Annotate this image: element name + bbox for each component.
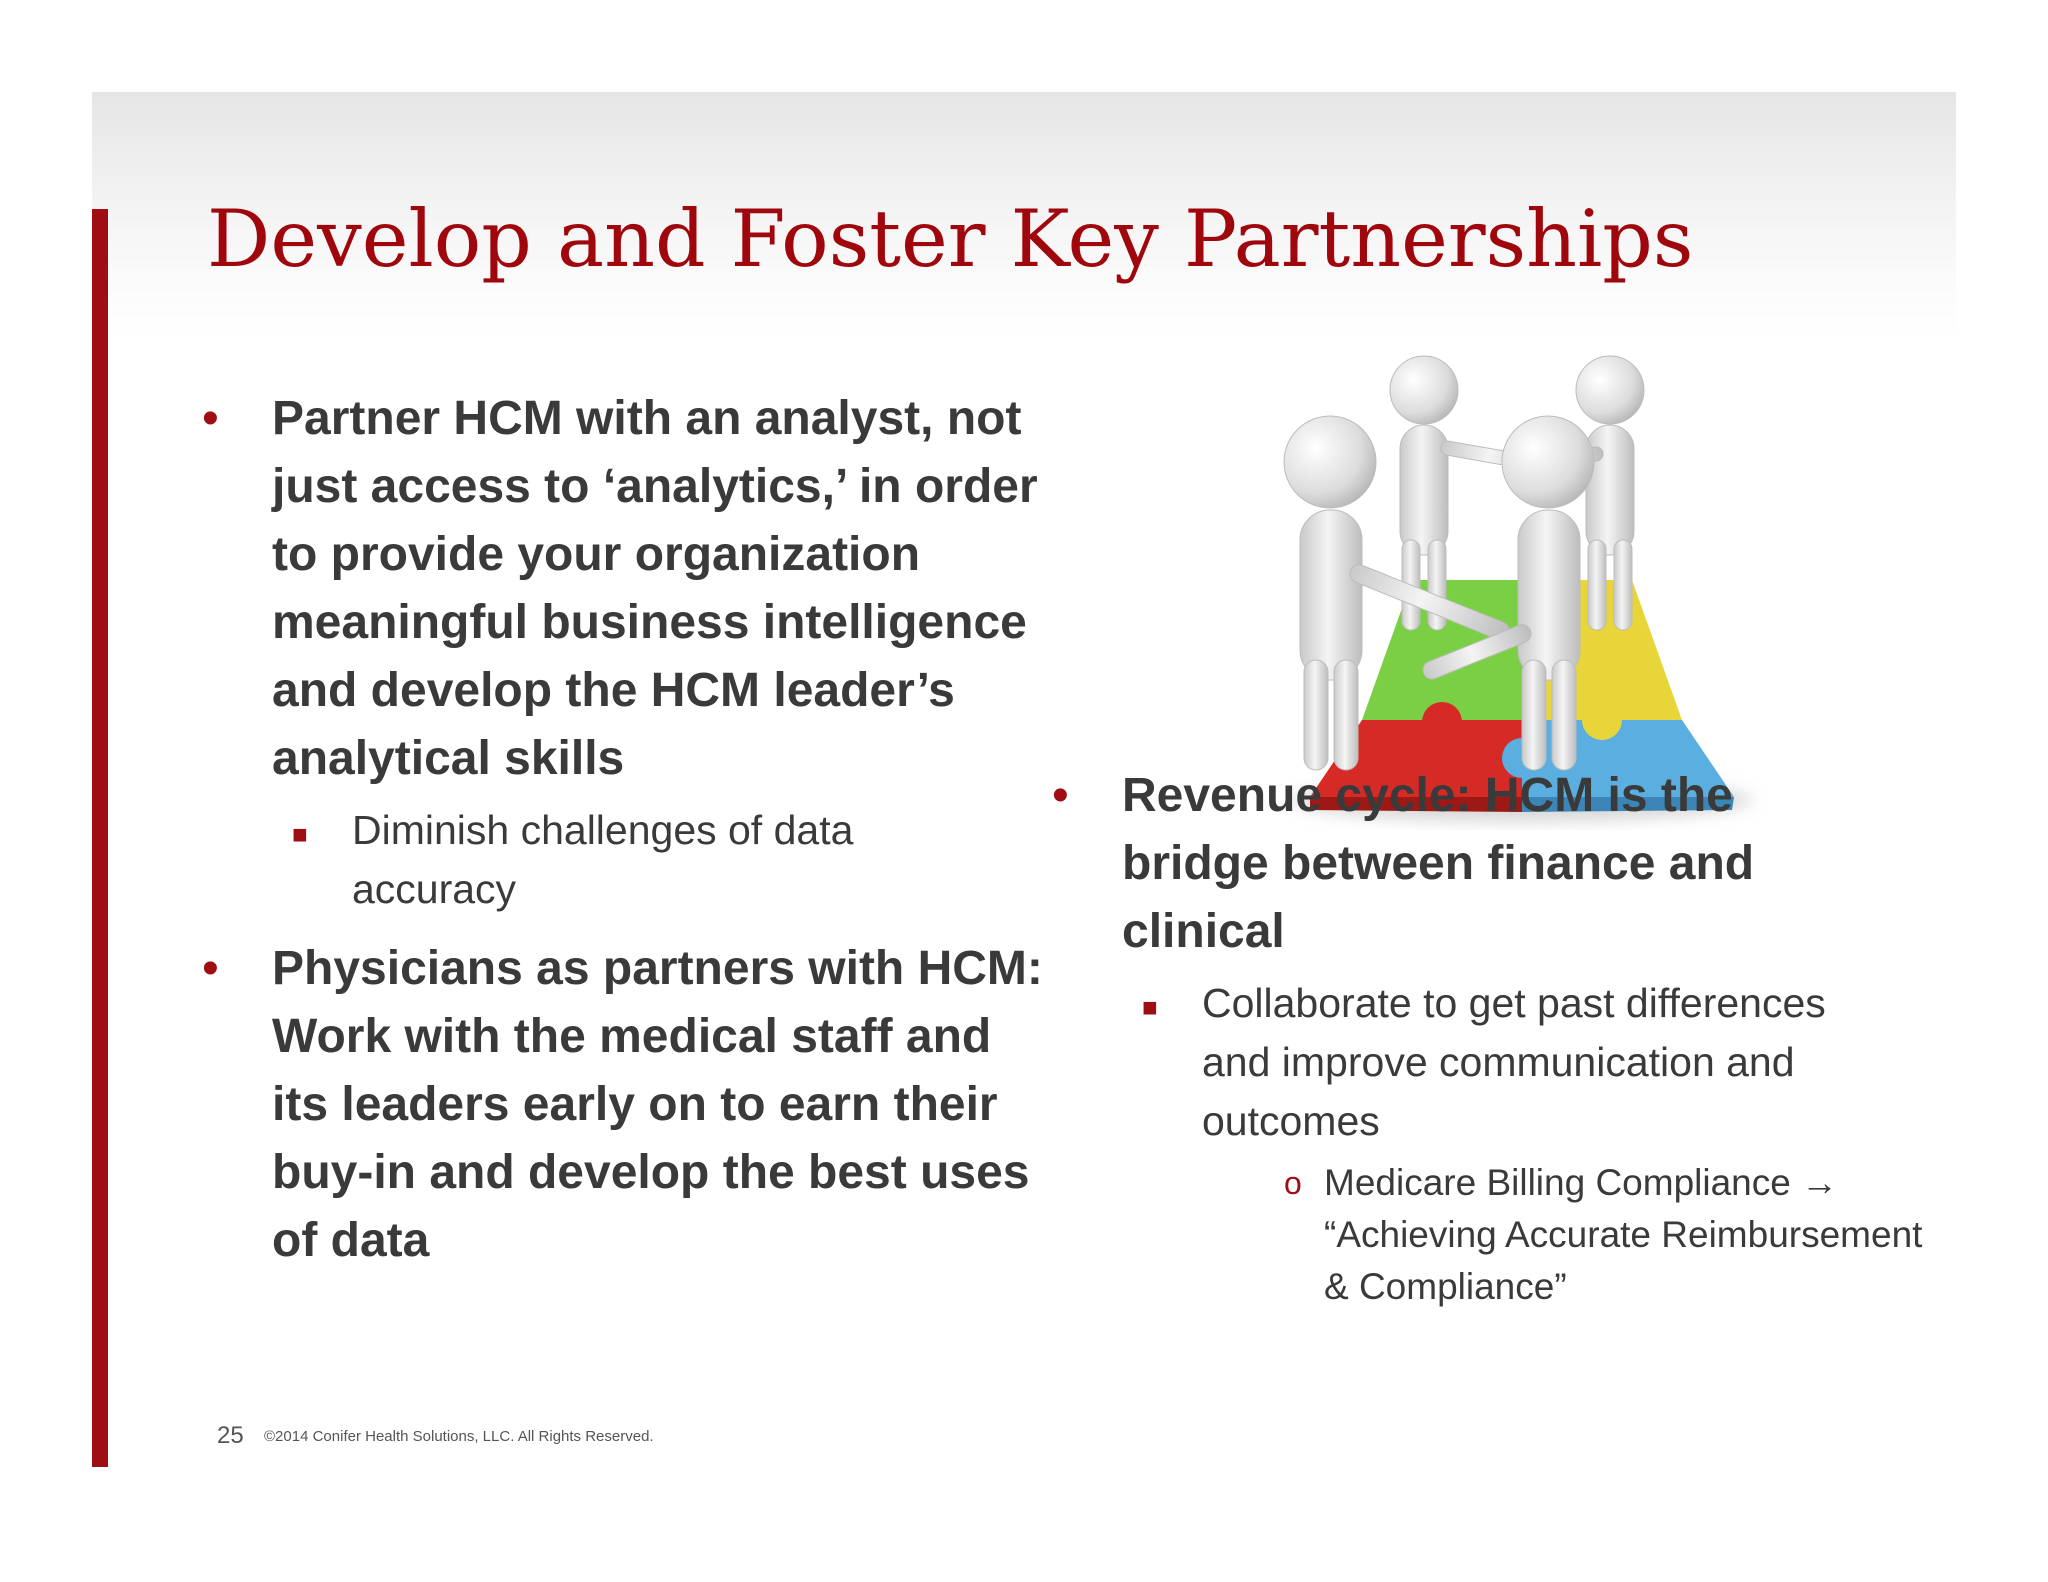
square-bullet-icon: ■ bbox=[292, 819, 308, 849]
slide-title: Develop and Foster Key Partnerships bbox=[207, 193, 1694, 285]
left-column bbox=[202, 385, 1092, 1275]
right-column bbox=[1052, 762, 1952, 1313]
bullet-item bbox=[202, 935, 1092, 1275]
slide bbox=[92, 92, 1956, 1582]
accent-bar bbox=[92, 209, 108, 1467]
sub-bullet-text: Diminish challenges of data accuracy bbox=[352, 807, 854, 912]
copyright-notice: ©2014 Conifer Health Solutions, LLC. All Rights Reserved. bbox=[264, 1428, 654, 1445]
square-bullet-icon: ■ bbox=[1142, 992, 1158, 1022]
sub-bullet-item bbox=[1052, 974, 1952, 1151]
sub-sub-bullet-item bbox=[1052, 1157, 1952, 1313]
bullet-item bbox=[202, 385, 1092, 793]
bullet-item bbox=[1052, 762, 1952, 966]
page-number: 25 bbox=[217, 1422, 244, 1449]
bullet-text: Revenue cycle: HCM is the bridge between finance and clinical bbox=[1122, 769, 1755, 958]
bullet-icon: • bbox=[202, 392, 219, 445]
team-puzzle-illustration bbox=[1262, 330, 1782, 830]
sub-sub-bullet-text: Medicare Billing Compliance → “Achieving Accurate Reimbursement & Compliance” bbox=[1324, 1162, 1923, 1307]
bullet-text: Physicians as partners with HCM: Work with the medical staff and its leaders early on to earn their buy-in and develop the best uses of data bbox=[272, 942, 1043, 1267]
bullet-text: Partner HCM with an analyst, not just access to ‘analytics,’ in order to provide your organization meaningful business intelligence and develop the HCM leader’s analytical skills bbox=[272, 392, 1038, 785]
circle-bullet-icon: o bbox=[1284, 1165, 1302, 1201]
sub-bullet-text: Collaborate to get past differences and improve communication and outcomes bbox=[1202, 980, 1826, 1144]
bullet-icon: • bbox=[1052, 769, 1069, 822]
sub-bullet-item bbox=[202, 801, 1092, 919]
bullet-icon: • bbox=[202, 942, 219, 995]
